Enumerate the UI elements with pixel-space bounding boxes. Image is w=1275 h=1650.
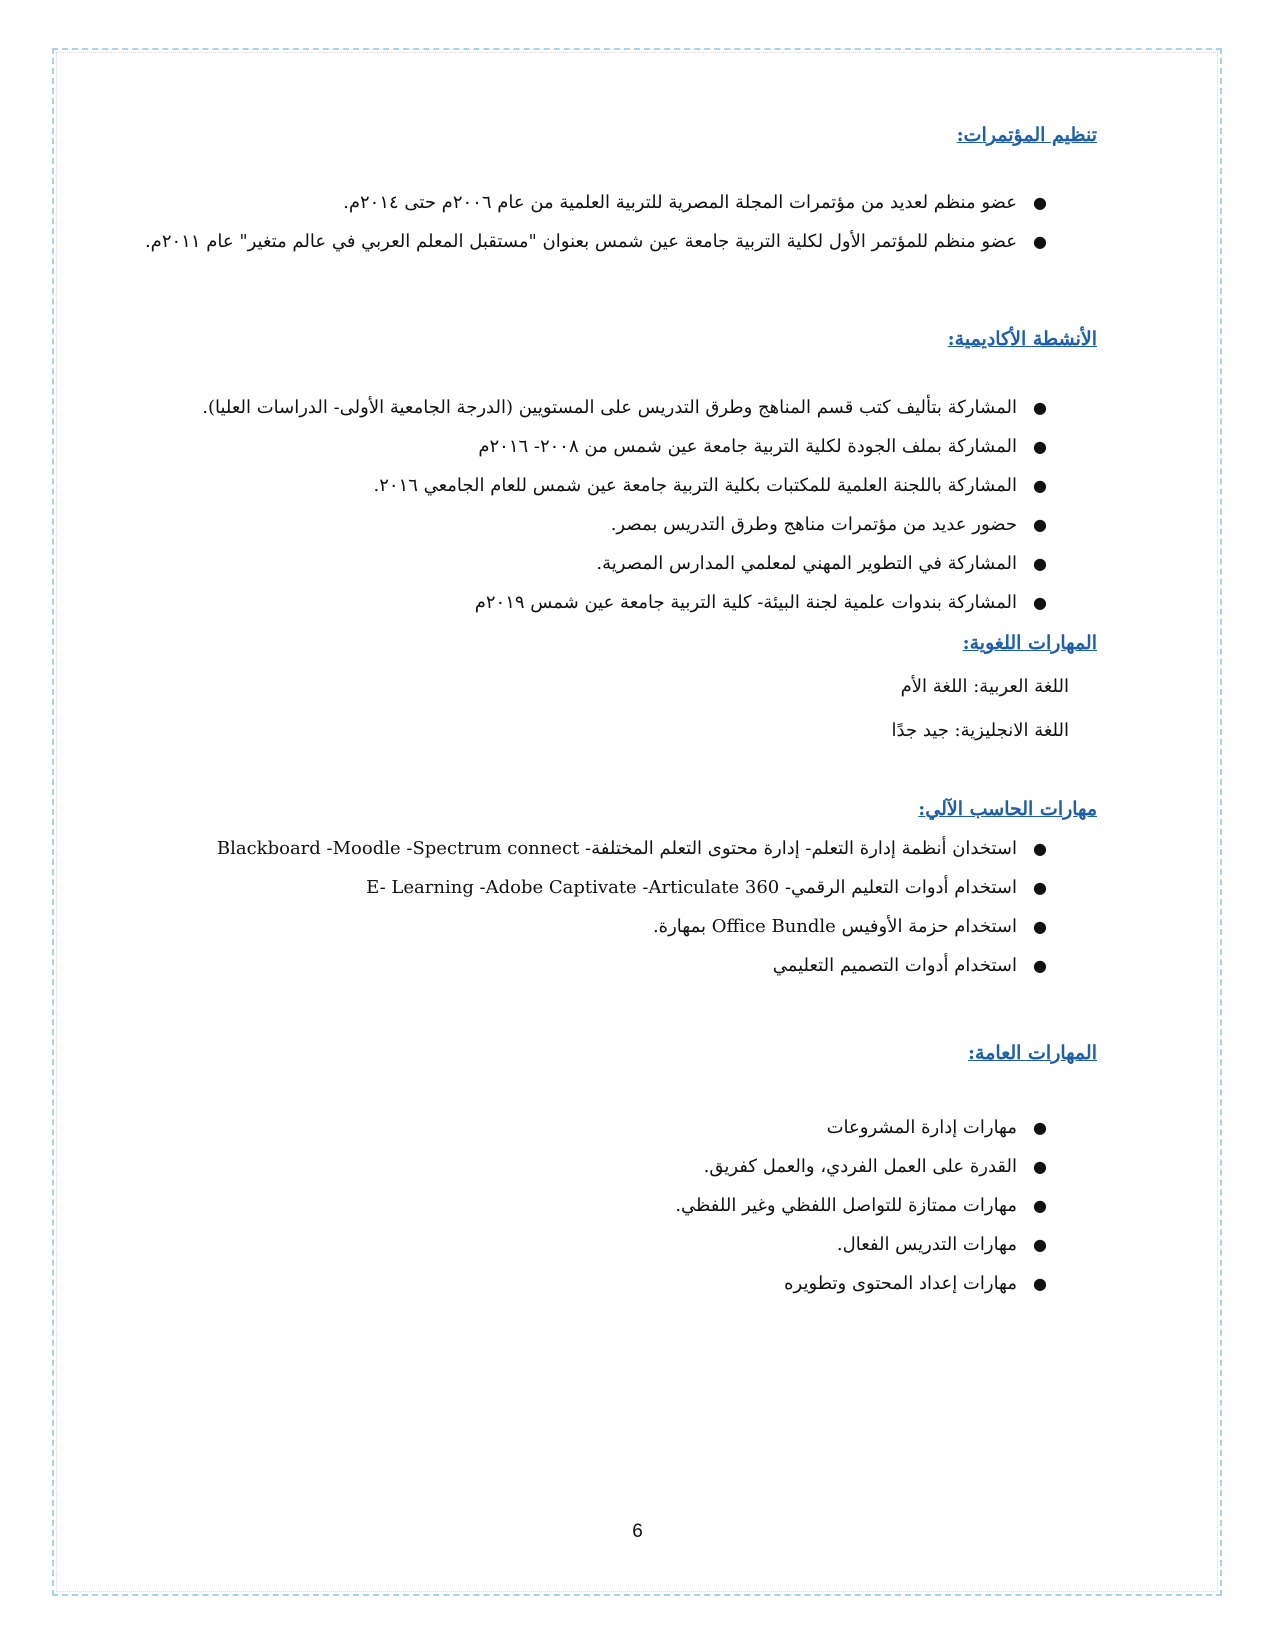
bullet-icon: ● — [1033, 1157, 1047, 1176]
bullet-icon: ● — [1033, 1235, 1047, 1254]
list-item: ● المشاركة بتأليف كتب قسم المناهج وطرق التدريس على المستويين (الدرجة الجامعية الأولى- الدراسات العليا). — [202, 397, 1047, 418]
list-item: ● المشاركة بندوات علمية لجنة البيئة- كلية التربية جامعة عين شمس ٢٠١٩م — [474, 592, 1047, 613]
bullet-icon: ● — [1033, 593, 1047, 612]
bullet-icon: ● — [1033, 398, 1047, 417]
list-item: ● مهارات ممتازة للتواصل اللفظي وغير اللفظي. — [675, 1195, 1047, 1216]
list-computer — [17, 836, 1047, 978]
bullet-icon: ● — [1033, 554, 1047, 573]
list-item: ● استخدام أدوات التصميم التعليمي — [772, 955, 1047, 976]
list-item: ● حضور عديد من مؤتمرات مناهج وطرق التدريس بمصر. — [610, 514, 1047, 535]
bullet-icon: ● — [1033, 917, 1047, 936]
heading-computer: مهارات الحاسب الآلي: — [918, 798, 1097, 820]
bullet-icon: ● — [1033, 839, 1047, 858]
list-item: ● مهارات إعداد المحتوى وتطويره — [784, 1273, 1047, 1294]
list-item: ● مهارات التدريس الفعال. — [836, 1234, 1047, 1255]
bullet-icon: ● — [1033, 1196, 1047, 1215]
heading-general: المهارات العامة: — [968, 1042, 1097, 1064]
heading-academic: الأنشطة الأكاديمية: — [947, 328, 1097, 350]
bullet-icon: ● — [1033, 1118, 1047, 1137]
bullet-icon: ● — [1033, 956, 1047, 975]
page-border-inner — [56, 52, 1218, 1592]
language-line: اللغة العربية: اللغة الأم — [900, 676, 1069, 697]
bullet-icon: ● — [1033, 878, 1047, 897]
bullet-icon: ● — [1033, 515, 1047, 534]
list-item: ● القدرة على العمل الفردي، والعمل كفريق. — [703, 1156, 1047, 1177]
list-item: ● المشاركة بملف الجودة لكلية التربية جامعة عين شمس من ٢٠٠٨- ٢٠١٦م — [478, 436, 1047, 457]
list-item: ● عضو منظم للمؤتمر الأول لكلية التربية جامعة عين شمس بعنوان "مستقبل المعلم العربي في عالم متغير" عام ٢٠١١م. — [144, 231, 1047, 252]
bullet-icon: ● — [1033, 1274, 1047, 1293]
list-item: ● عضو منظم لعديد من مؤتمرات المجلة المصرية للتربية العلمية من عام ٢٠٠٦م حتى ٢٠١٤م. — [343, 192, 1047, 213]
list-item: ● استخدام حزمة الأوفيس Office Bundle بمهارة. — [652, 916, 1047, 937]
list-item: ● المشاركة في التطوير المهني لمعلمي المدارس المصرية. — [596, 553, 1047, 574]
language-line: اللغة الانجليزية: جيد جدًا — [891, 720, 1069, 741]
heading-conferences: تنظيم المؤتمرات: — [956, 124, 1097, 146]
bullet-icon: ● — [1033, 232, 1047, 251]
bullet-icon: ● — [1033, 193, 1047, 212]
heading-language: المهارات اللغوية: — [962, 632, 1097, 654]
bullet-icon: ● — [1033, 476, 1047, 495]
list-item: ● مهارات إدارة المشروعات — [826, 1117, 1047, 1138]
list-item: ● استخدان أنظمة إدارة التعلم- إدارة محتوى التعلم المختلفة- Blackboard -Moodle -Spectrum connect — [216, 838, 1047, 859]
list-item: ● المشاركة باللجنة العلمية للمكتبات بكلية التربية جامعة عين شمس للعام الجامعي ٢٠١٦. — [373, 475, 1047, 496]
page-number: 6 — [632, 1521, 643, 1542]
list-conferences — [17, 190, 1047, 254]
bullet-icon: ● — [1033, 437, 1047, 456]
list-academic — [17, 395, 1047, 615]
list-general — [17, 1115, 1047, 1296]
list-item: ● استخدام أدوات التعليم الرقمي- E- Learning -Adobe Captivate -Articulate 360 — [366, 877, 1047, 898]
